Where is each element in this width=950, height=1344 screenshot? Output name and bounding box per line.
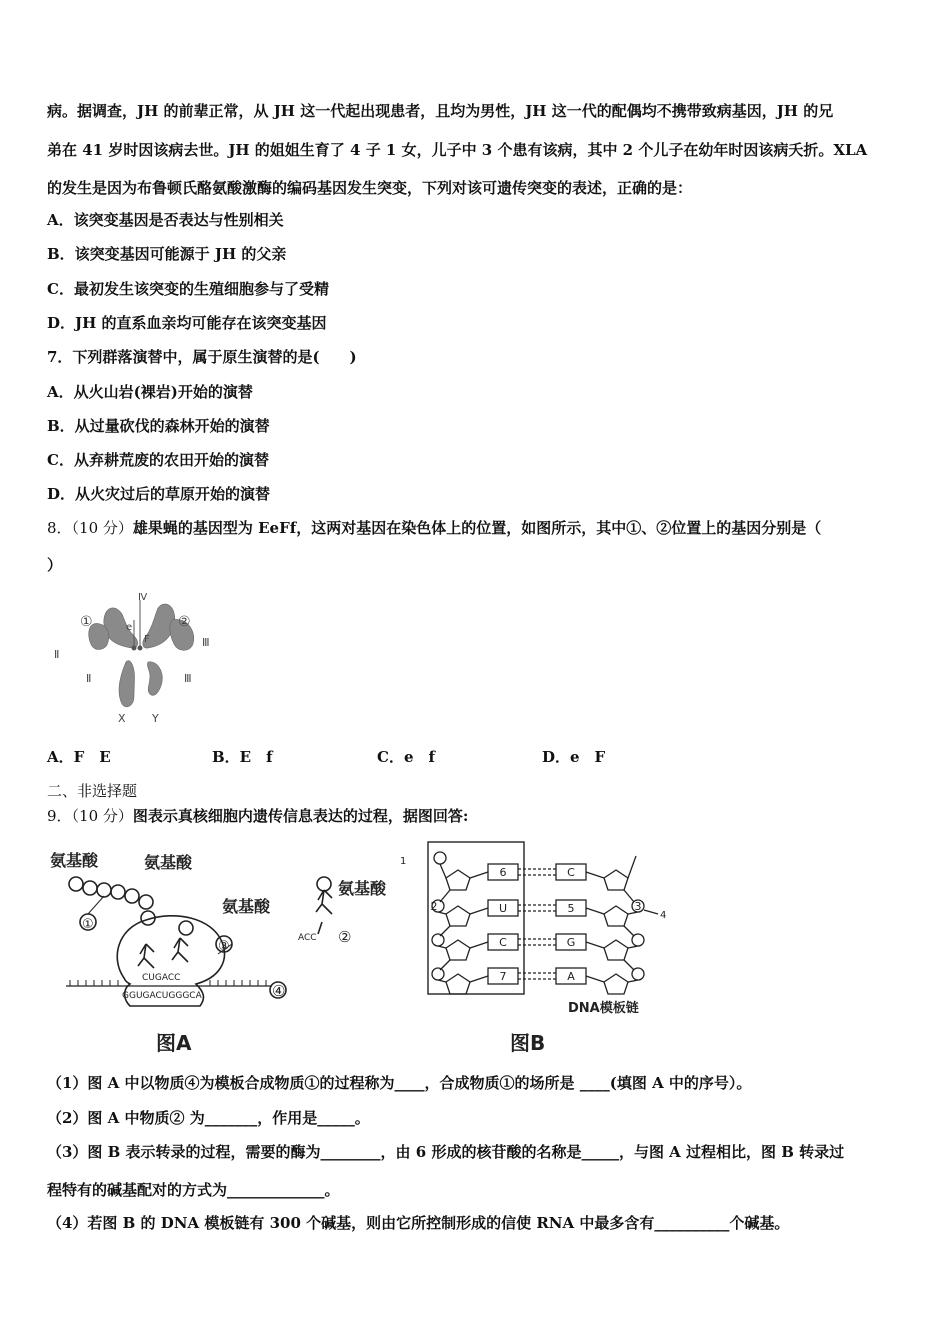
figb-num-3: 3 (634, 900, 642, 913)
q8-stem (47, 518, 821, 538)
q6-line1: 病。据调查，JH 的前辈正常，从 JH 这一代起出现患者，且均为男性，JH 这一代的配偶均不携带致病基因，JH 的兄 (47, 102, 834, 120)
figb-left-base-1: 6 (499, 866, 507, 879)
q9-sub3b: 程特有的碱基配对的方式为_____________。 (47, 1181, 340, 1199)
figa-amino-acid-1: 氨基酸 (50, 851, 99, 870)
figa-num-2: ② (338, 928, 352, 946)
q6-line3: 的发生是因为布鲁顿氏酪氨酸激酶的编码基因发生突变，下列对该可遗传突变的表述，正确的是： (47, 179, 693, 197)
q7-option-b: B．从过量砍伐的森林开始的演替 (47, 417, 270, 435)
figure-b-label: 图B (510, 1031, 546, 1055)
figb-right-base-1: C (567, 866, 575, 879)
figb-left-base-2: U (498, 902, 508, 915)
figa-num-1: ① (82, 917, 94, 932)
q9-sub2: （2）图 A 中物质② 为_______，作用是_____。 (47, 1109, 370, 1127)
q8-option-a: A．F E (47, 748, 111, 766)
q9-sub4: （4）若图 B 的 DNA 模板链有 300 个碱基，则由它所控制形成的信使 RNA 中最多含有__________个碱基。 (47, 1214, 790, 1232)
q9-stem (47, 806, 468, 826)
figa-amino-acid-4: 氨基酸 (338, 879, 387, 898)
q7-stem: 7．下列群落演替中，属于原生演替的是( ) (47, 348, 357, 366)
q8-option-d: D．e F (542, 748, 606, 766)
label-IIIb: Ⅲ (184, 672, 192, 685)
q7-option-c: C．从弃耕荒废的农田开始的演替 (47, 451, 269, 469)
q9-stem-prefix: 9．（10 分） (47, 807, 133, 825)
label-Y: Y (152, 712, 159, 725)
q7-option-d: D．从火灾过后的草原开始的演替 (47, 485, 271, 503)
figa-anticodon: CUGACC (142, 973, 181, 983)
q9-stem-text: 图表示真核细胞内遗传信息表达的过程，据图回答: (132, 807, 469, 825)
q9-sub1: （1）图 A 中以物质④为模板合成物质①的过程称为____，合成物质①的场所是 ____(填图 A 中的序号）。 (47, 1074, 752, 1092)
q7-option-a: A．从火山岩(裸岩)开始的演替 (47, 383, 253, 401)
figb-left-base-4: 7 (499, 970, 507, 983)
figure-a (46, 838, 406, 1058)
label-e: e (126, 622, 133, 633)
q6-option-c: C．最初发生该突变的生殖细胞参与了受精 (47, 280, 329, 298)
q8-option-b: B．E f (212, 748, 273, 766)
chromosome-figure (50, 586, 220, 726)
figb-num-1: 1 (400, 856, 407, 867)
label-IV: Ⅳ (138, 592, 148, 603)
label-F: F (144, 634, 150, 645)
figb-right-base-4: A (567, 970, 575, 983)
figa-num-4: ④ (272, 982, 286, 1000)
figa-num-3: ③ (218, 939, 230, 954)
figure-a-label: 图A (156, 1031, 192, 1055)
figb-num-4: 4 (660, 910, 667, 921)
q9-sub3a: （3）图 B 表示转录的过程，需要的酶为________，由 6 形成的核苷酸的名称是_____，与图 A 过程相比，图 B 转录过 (47, 1143, 845, 1161)
q8-stem-end: ） (47, 556, 63, 574)
label-IIa: Ⅱ (54, 648, 60, 661)
label-IIb: Ⅱ (86, 672, 92, 685)
figb-caption: DNA模板链 (568, 1001, 639, 1016)
figa-amino-acid-2: 氨基酸 (144, 853, 193, 872)
figa-amino-acid-3: 氨基酸 (222, 897, 271, 916)
label-circle-1: ① (80, 614, 93, 630)
label-X: X (118, 712, 126, 725)
section-heading: 二、非选择题 (47, 782, 138, 800)
q8-stem-prefix: 8．（10 分） (47, 519, 133, 537)
label-IIIa: Ⅲ (202, 636, 210, 649)
q6-option-b: B．该突变基因可能源于 JH 的父亲 (47, 245, 287, 263)
figb-right-base-2: 5 (567, 902, 575, 915)
figa-acc: ACC (298, 933, 317, 943)
figb-right-base-3: G (566, 936, 576, 949)
q6-option-d: D．JH 的直系血亲均可能存在该突变基因 (47, 314, 327, 332)
q8-option-c: C．e f (377, 748, 435, 766)
figb-num-2: 2 (430, 900, 438, 913)
figure-b (398, 838, 678, 1058)
q8-stem-text: 雄果蝇的基因型为 EeFf，这两对基因在染色体上的位置，如图所示，其中①、②位置上的基因分别是（ (132, 519, 822, 537)
label-circle-2: ② (178, 614, 191, 630)
q6-line2: 弟在 41 岁时因该病去世。JH 的姐姐生育了 4 子 1 女，儿子中 3 个患有该病，其中 2 个儿子在幼年时因该病夭折。XLA (47, 141, 868, 159)
figa-mrna-sequence: GGUGACUGGGCA (122, 991, 202, 1001)
q6-option-a: A．该突变基因是否表达与性别相关 (47, 211, 284, 229)
figb-left-base-3: C (499, 936, 507, 949)
